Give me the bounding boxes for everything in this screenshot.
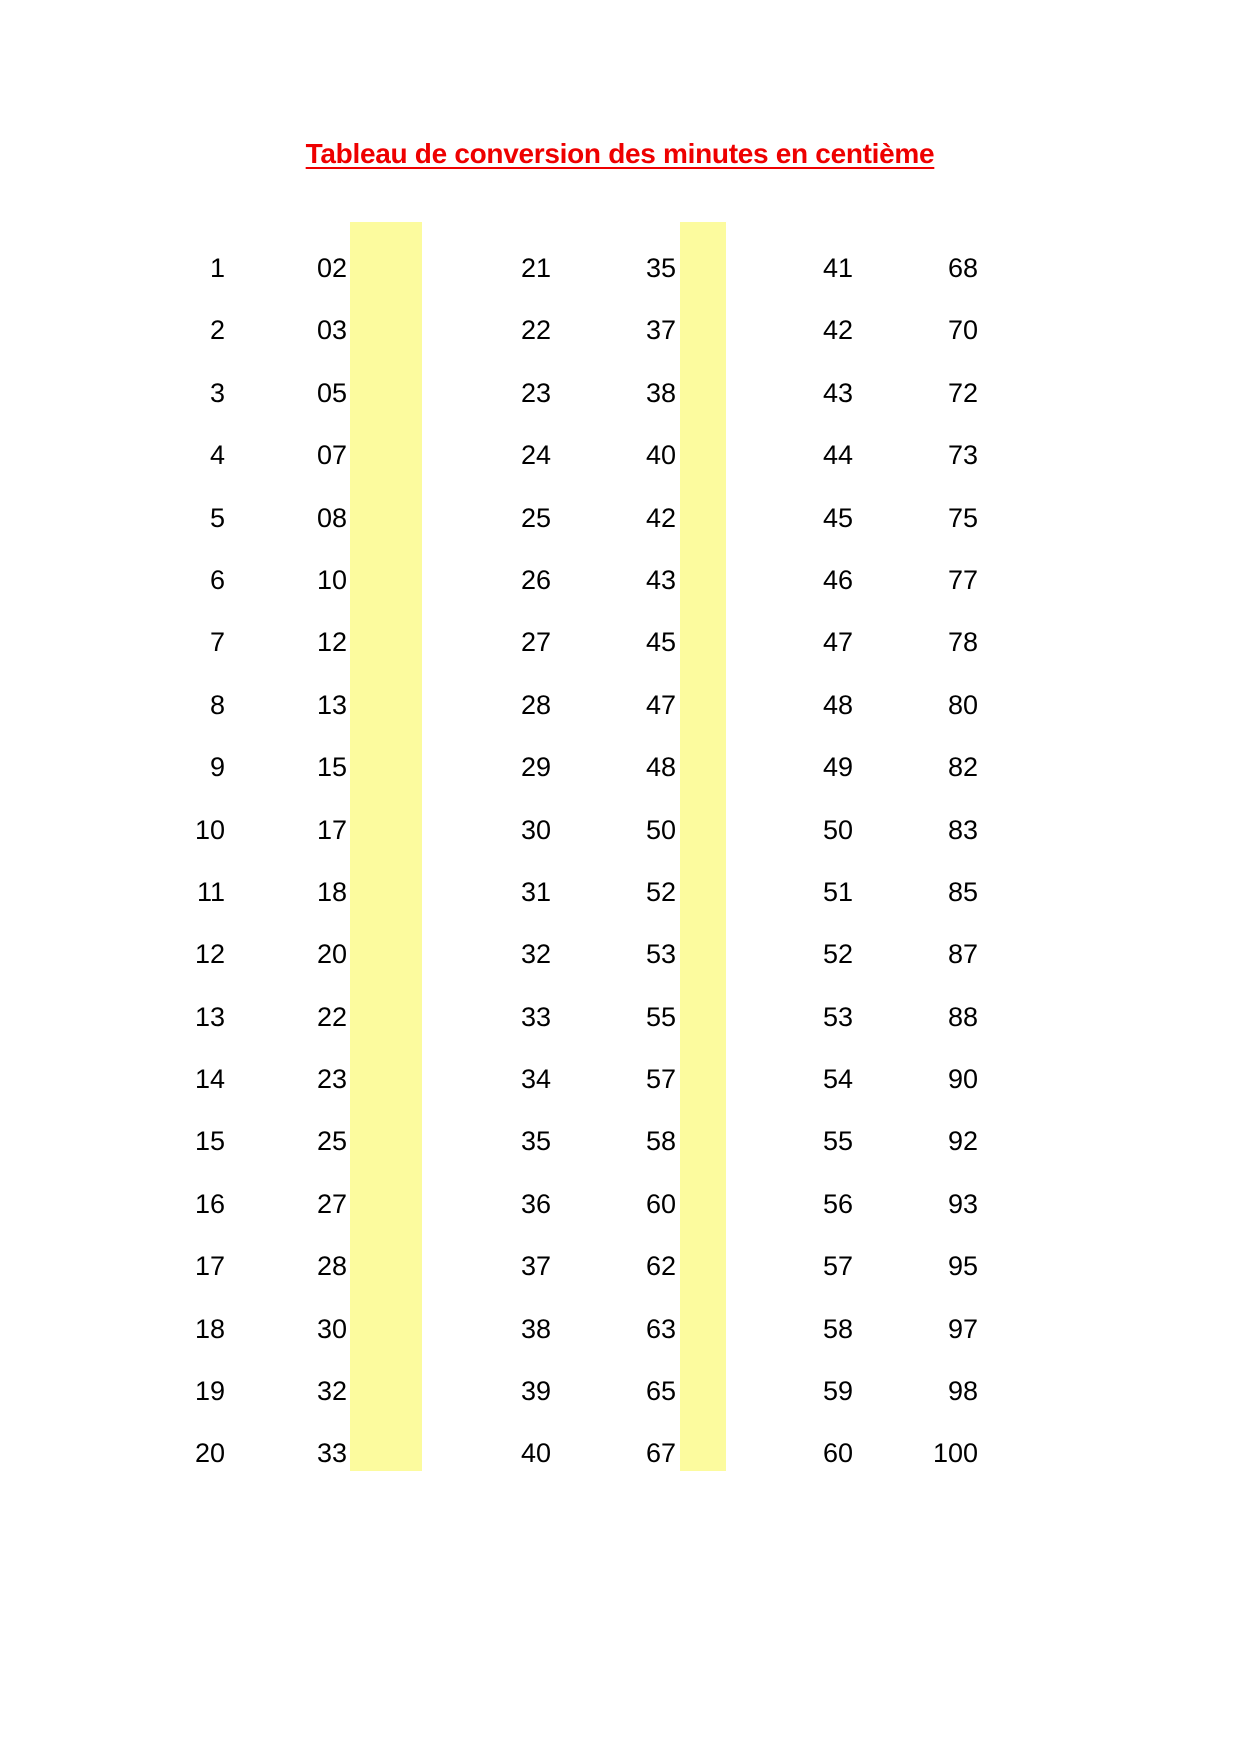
centiemes-value: 18 xyxy=(316,876,347,907)
centiemes-value: 98 xyxy=(947,1376,978,1407)
minutes-value: 54 xyxy=(822,1064,853,1095)
centiemes-value: 77 xyxy=(947,564,978,595)
minutes-value: 16 xyxy=(194,1188,225,1219)
centiemes-value: 27 xyxy=(316,1188,347,1219)
centiemes-value: 57 xyxy=(645,1064,676,1095)
centiemes-value: 68 xyxy=(947,253,978,283)
page-title: Tableau de conversion des minutes en centième xyxy=(305,138,935,169)
minutes-value: 52 xyxy=(822,939,853,970)
centiemes-value: 08 xyxy=(316,502,347,533)
minutes-value: 42 xyxy=(822,315,853,346)
minutes-value: 51 xyxy=(822,876,853,907)
centiemes-value: 83 xyxy=(947,814,978,845)
table-row xyxy=(0,1298,1240,1360)
minutes-value: 27 xyxy=(520,627,551,658)
centiemes-value: 15 xyxy=(316,752,347,783)
minutes-value: 18 xyxy=(194,1313,225,1344)
table-row xyxy=(0,923,1240,985)
minutes-value: 44 xyxy=(822,440,853,471)
minutes-value: 41 xyxy=(822,253,853,283)
table-row xyxy=(0,1048,1240,1110)
table-row xyxy=(0,424,1240,486)
centiemes-value: 30 xyxy=(316,1313,347,1344)
centiemes-value: 75 xyxy=(947,502,978,533)
minutes-value: 55 xyxy=(822,1126,853,1157)
table-row xyxy=(0,299,1240,361)
centiemes-value: 85 xyxy=(947,876,978,907)
minutes-value: 53 xyxy=(822,1001,853,1032)
table-row xyxy=(0,1173,1240,1235)
minutes-value: 40 xyxy=(520,1438,551,1469)
minutes-value: 35 xyxy=(520,1126,551,1157)
minutes-value: 21 xyxy=(520,253,551,283)
centiemes-value: 10 xyxy=(316,564,347,595)
centiemes-value: 35 xyxy=(645,253,676,283)
minutes-value: 34 xyxy=(520,1064,551,1095)
minutes-value: 36 xyxy=(520,1188,551,1219)
centiemes-value: 67 xyxy=(645,1438,676,1469)
centiemes-value: 80 xyxy=(947,689,978,720)
minutes-value: 25 xyxy=(520,502,551,533)
table-row xyxy=(0,611,1240,673)
minutes-value: 12 xyxy=(194,939,225,970)
centiemes-value: 87 xyxy=(947,939,978,970)
centiemes-value: 97 xyxy=(947,1313,978,1344)
minutes-value: 24 xyxy=(520,440,551,471)
table-row xyxy=(0,549,1240,611)
minutes-value: 1 xyxy=(209,253,225,283)
centiemes-value: 100 xyxy=(932,1438,978,1469)
centiemes-value: 53 xyxy=(645,939,676,970)
minutes-value: 23 xyxy=(520,377,551,408)
centiemes-value: 33 xyxy=(316,1438,347,1469)
table-row xyxy=(0,237,1240,299)
centiemes-value: 70 xyxy=(947,315,978,346)
minutes-value: 20 xyxy=(194,1438,225,1469)
centiemes-value: 88 xyxy=(947,1001,978,1032)
centiemes-value: 52 xyxy=(645,876,676,907)
minutes-value: 32 xyxy=(520,939,551,970)
minutes-value: 60 xyxy=(822,1438,853,1469)
minutes-value: 26 xyxy=(520,564,551,595)
centiemes-value: 48 xyxy=(645,752,676,783)
table-row xyxy=(0,1360,1240,1422)
minutes-value: 2 xyxy=(209,315,225,346)
centiemes-value: 28 xyxy=(316,1251,347,1282)
table-row xyxy=(0,736,1240,798)
centiemes-value: 37 xyxy=(645,315,676,346)
centiemes-value: 63 xyxy=(645,1313,676,1344)
centiemes-value: 20 xyxy=(316,939,347,970)
centiemes-value: 93 xyxy=(947,1188,978,1219)
minutes-value: 14 xyxy=(194,1064,225,1095)
minutes-value: 8 xyxy=(209,689,225,720)
centiemes-value: 92 xyxy=(947,1126,978,1157)
centiemes-value: 95 xyxy=(947,1251,978,1282)
centiemes-value: 62 xyxy=(645,1251,676,1282)
minutes-value: 5 xyxy=(209,502,225,533)
centiemes-value: 03 xyxy=(316,315,347,346)
minutes-value: 57 xyxy=(822,1251,853,1282)
minutes-value: 11 xyxy=(196,876,225,907)
table-row xyxy=(0,1422,1240,1484)
minutes-value: 47 xyxy=(822,627,853,658)
minutes-value: 29 xyxy=(520,752,551,783)
centiemes-value: 72 xyxy=(947,377,978,408)
table-row xyxy=(0,1235,1240,1297)
centiemes-value: 43 xyxy=(645,564,676,595)
table-row xyxy=(0,1110,1240,1172)
centiemes-value: 47 xyxy=(645,689,676,720)
conversion-table xyxy=(0,237,1240,1485)
table-row xyxy=(0,986,1240,1048)
centiemes-value: 82 xyxy=(947,752,978,783)
centiemes-value: 58 xyxy=(645,1126,676,1157)
table-row xyxy=(0,674,1240,736)
minutes-value: 58 xyxy=(822,1313,853,1344)
minutes-value: 19 xyxy=(194,1376,225,1407)
centiemes-value: 02 xyxy=(316,253,347,283)
minutes-value: 31 xyxy=(520,876,551,907)
minutes-value: 28 xyxy=(520,689,551,720)
table-row xyxy=(0,487,1240,549)
centiemes-value: 25 xyxy=(316,1126,347,1157)
minutes-value: 17 xyxy=(194,1251,225,1282)
minutes-value: 9 xyxy=(209,752,225,783)
table-row xyxy=(0,861,1240,923)
minutes-value: 3 xyxy=(209,377,225,408)
minutes-value: 4 xyxy=(209,440,225,471)
minutes-value: 43 xyxy=(822,377,853,408)
centiemes-value: 42 xyxy=(645,502,676,533)
minutes-value: 6 xyxy=(209,564,225,595)
minutes-value: 59 xyxy=(822,1376,853,1407)
minutes-value: 15 xyxy=(194,1126,225,1157)
minutes-value: 38 xyxy=(520,1313,551,1344)
centiemes-value: 32 xyxy=(316,1376,347,1407)
minutes-value: 10 xyxy=(194,814,225,845)
centiemes-value: 50 xyxy=(645,814,676,845)
centiemes-value: 38 xyxy=(645,377,676,408)
centiemes-value: 65 xyxy=(645,1376,676,1407)
minutes-value: 22 xyxy=(520,315,551,346)
table-row xyxy=(0,362,1240,424)
centiemes-value: 73 xyxy=(947,440,978,471)
centiemes-value: 78 xyxy=(947,627,978,658)
minutes-value: 48 xyxy=(822,689,853,720)
centiemes-value: 07 xyxy=(316,440,347,471)
centiemes-value: 45 xyxy=(645,627,676,658)
minutes-value: 37 xyxy=(520,1251,551,1282)
centiemes-value: 23 xyxy=(316,1064,347,1095)
minutes-value: 49 xyxy=(822,752,853,783)
centiemes-value: 05 xyxy=(316,377,347,408)
minutes-value: 13 xyxy=(194,1001,225,1032)
minutes-value: 46 xyxy=(822,564,853,595)
minutes-value: 33 xyxy=(520,1001,551,1032)
minutes-value: 45 xyxy=(822,502,853,533)
centiemes-value: 12 xyxy=(316,627,347,658)
centiemes-value: 55 xyxy=(645,1001,676,1032)
minutes-value: 7 xyxy=(209,627,225,658)
minutes-value: 56 xyxy=(822,1188,853,1219)
table-row xyxy=(0,799,1240,861)
centiemes-value: 60 xyxy=(645,1188,676,1219)
centiemes-value: 17 xyxy=(316,814,347,845)
minutes-value: 30 xyxy=(520,814,551,845)
centiemes-value: 40 xyxy=(645,440,676,471)
centiemes-value: 90 xyxy=(947,1064,978,1095)
centiemes-value: 13 xyxy=(316,689,347,720)
minutes-value: 39 xyxy=(520,1376,551,1407)
minutes-value: 50 xyxy=(822,814,853,845)
centiemes-value: 22 xyxy=(316,1001,347,1032)
